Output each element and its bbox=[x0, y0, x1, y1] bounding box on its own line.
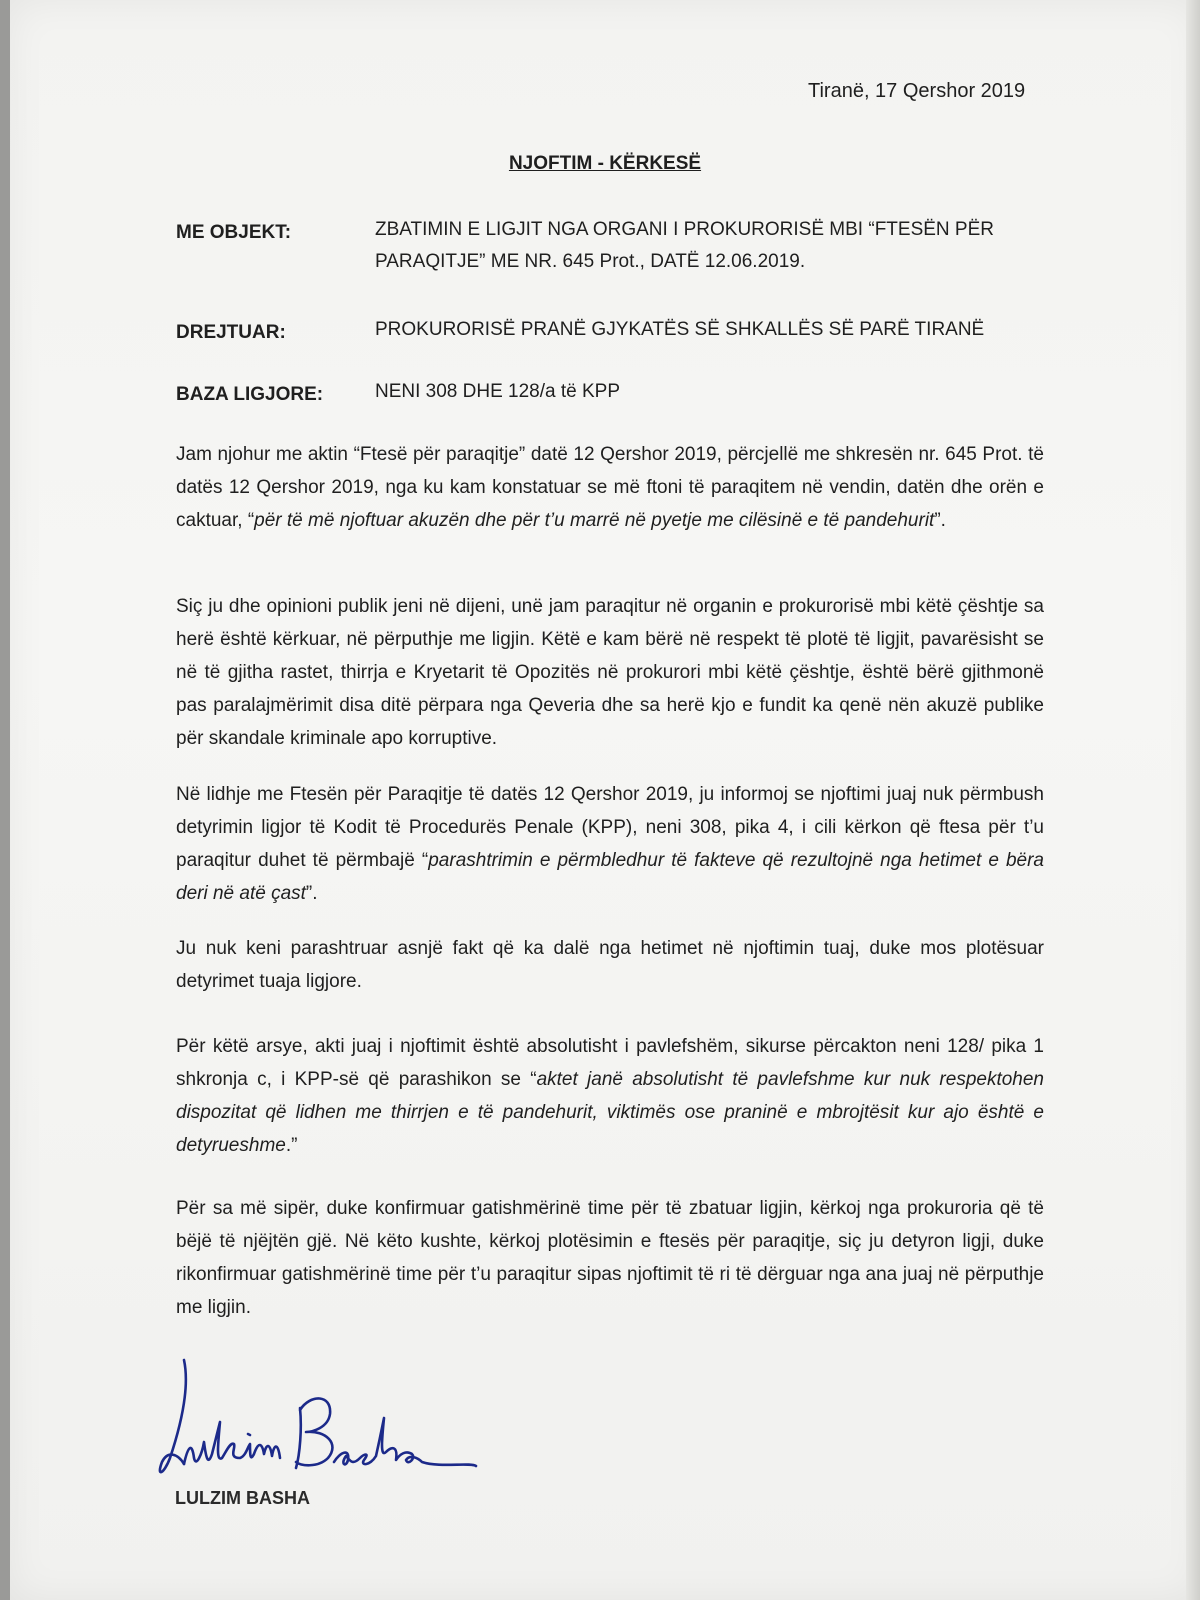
paragraph-3 bbox=[176, 778, 1044, 910]
field-value-drejtuar: PROKURORISË PRANË GJYKATËS SË SHKALLËS SË PARË TIRANË bbox=[375, 319, 985, 340]
field-label-drejtuar: DREJTUAR: bbox=[176, 322, 286, 343]
paragraph-1 bbox=[176, 438, 1044, 537]
document-title: NJOFTIM - KËRKESË bbox=[508, 153, 702, 174]
paragraph-3-quote: parashtrimin e përmbledhur të fakteve që rezultojnë nga hetimet e bëra deri në atë çast bbox=[176, 850, 1044, 904]
signatory-name: LULZIM BASHA bbox=[175, 1488, 310, 1508]
paragraph-5-text: Për këtë arsye, akti juaj i njoftimit është absolutisht i pavlefshëm, sikurse përcakton neni 128/ pika 1 shkronja c, i KPP-së që parashikon se “ bbox=[176, 1036, 1044, 1090]
document-date: Tiranë, 17 Qershor 2019 bbox=[808, 80, 1026, 102]
paragraph-5 bbox=[176, 1030, 1044, 1162]
paragraph-3-end: ”. bbox=[305, 883, 318, 904]
handwritten-signature bbox=[150, 1358, 480, 1488]
document-page bbox=[10, 0, 1200, 1600]
paragraph-3-text: Në lidhje me Ftesën për Paraqitje të datës 12 Qershor 2019, ju informoj se njoftimi juaj nuk përmbush detyrimin ligjor të Kodit të Procedurës Penale (KPP), neni 308, pika 4, i cili kërkon që ftesa për t’u paraqitur duhet të përmbajë “ bbox=[176, 784, 1044, 871]
field-value-baza-ligjore: NENI 308 DHE 128/a të KPP bbox=[375, 381, 621, 402]
paragraph-1-end: ”. bbox=[934, 510, 946, 531]
paragraph-5-quote: aktet janë absolutisht të pavlefshme kur nuk respektohen dispozitat që lidhen me thirrjen e të pandehurit, viktimës ose praninë e mbrojtësit kur ajo është e detyrueshme bbox=[176, 1069, 1044, 1156]
field-label-baza-ligjore: BAZA LIGJORE: bbox=[176, 384, 324, 405]
paragraph-1-text: Jam njohur me aktin “Ftesë për paraqitje” datë 12 Qershor 2019, përcjellë me shkresën nr. 645 Prot. të datës 12 Qershor 2019, nga ku kam konstatuar se më ftoni të paraqitem në vendin, datën dhe orën e caktuar, “ bbox=[176, 444, 1044, 531]
paragraph-1-quote: për të më njoftuar akuzën dhe për t’u marrë në pyetje me cilësinë e të pandehurit bbox=[254, 510, 935, 531]
paragraph-5-end: .” bbox=[285, 1135, 298, 1156]
paragraph-6: Për sa më sipër, duke konfirmuar gatishmërinë time për të zbatuar ligjin, kërkoj nga prokuroria që të bëjë të njëjtën gjë. Në këto kushte, kërkoj plotësimin e ftesës për paraqitje, siç ju detyron ligji, duke rikonfirmuar gatishmërinë time për t’u paraqitur sipas njoftimit të ri të dërguar nga ana juaj në përputhje me ligjin. bbox=[176, 1198, 1044, 1318]
field-label-objekt: ME OBJEKT: bbox=[176, 222, 292, 243]
page-edge-shadow bbox=[1186, 0, 1200, 1600]
field-value-objekt: ZBATIMIN E LIGJIT NGA ORGANI I PROKURORISË MBI “FTESËN PËR PARAQITJE” ME NR. 645 Prot., DATË 12.06.2019. bbox=[375, 219, 994, 272]
paragraph-2: Siç ju dhe opinioni publik jeni në dijeni, unë jam paraqitur në organin e prokurorisë mbi këtë çështje sa herë është kërkuar, në përputhje me ligjin. Këtë e kam bërë në respekt të plotë të ligjit, pavarësisht se në të gjitha rastet, thirrja e Kryetarit të Opozitës në prokurori mbi këtë çështje, është bërë gjithmonë pas paralajmërimit disa ditë përpara nga Qeveria dhe sa herë kjo e fundit ka qenë nën akuzë publike për skandale kriminale apo korruptive. bbox=[176, 596, 1044, 749]
paragraph-4: Ju nuk keni parashtruar asnjë fakt që ka dalë nga hetimet në njoftimin tuaj, duke mos plotësuar detyrimet tuaja ligjore. bbox=[176, 938, 1044, 992]
